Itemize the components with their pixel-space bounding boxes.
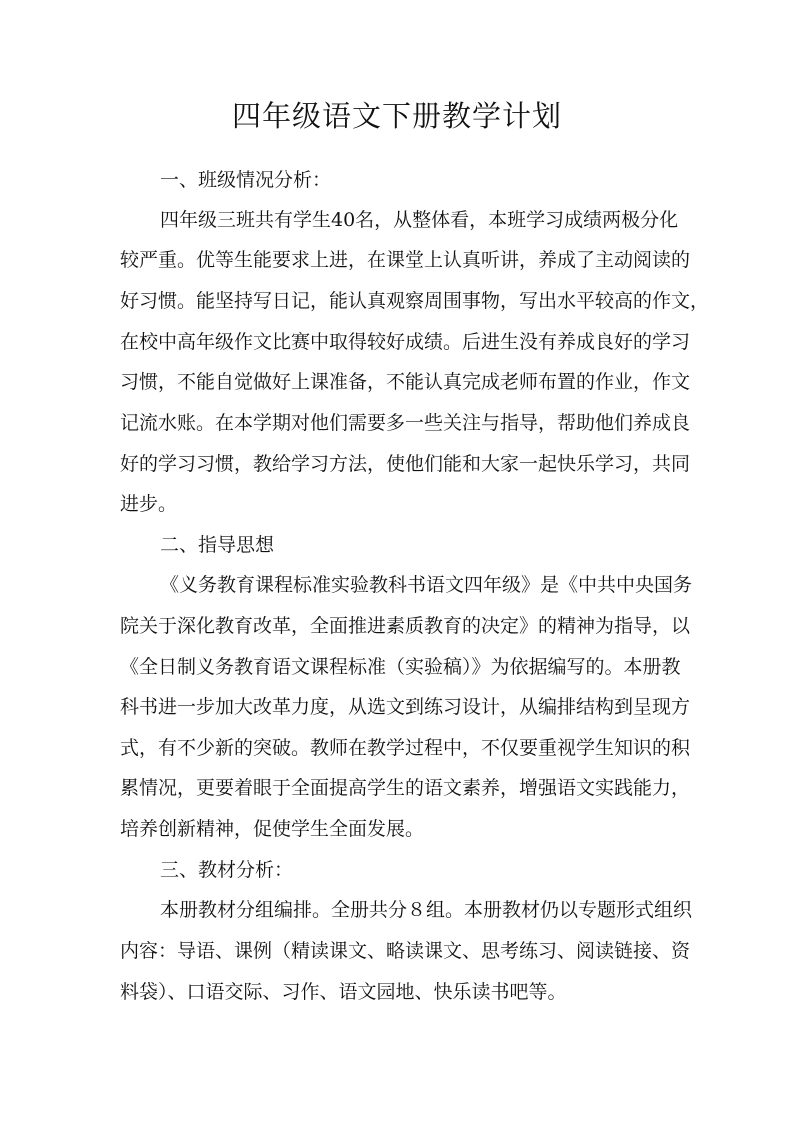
paragraph-line: 进步。 (120, 493, 178, 515)
paragraph-line: 式，有不少新的突破。教师在教学过程中，不仅要重视学生知识的积 (120, 737, 691, 759)
paragraph-line: 在校中高年级作文比赛中取得较好成绩。后进生没有养成良好的学习 (120, 331, 691, 353)
paragraph-line: 好的学习习惯，教给学习方法，使他们能和大家一起快乐学习，共同 (120, 453, 691, 475)
paragraph-line: 科书进一步加大改革力度，从选文到练习设计，从编排结构到呈现方 (120, 696, 691, 718)
paragraph-line: 好习惯。能坚持写日记，能认真观察周围事物，写出水平较高的作文， (120, 290, 710, 312)
paragraph-line: 本册教材分组编排。全册共分８组。本册教材仍以专题形式组织 (160, 899, 693, 921)
paragraph-line: 《义务教育课程标准实验教科书语文四年级》是《中共中央国务 (160, 574, 693, 596)
paragraph-line: 四年级三班共有学生40名，从整体看，本班学习成绩两极分化 (160, 209, 679, 231)
paragraph-line: 较严重。优等生能要求上进，在课堂上认真听讲，养成了主动阅读的 (120, 249, 691, 271)
paragraph-line: 《全日制义务教育语文课程标准（实验稿）》为依据编写的。本册教 (120, 656, 681, 678)
document-title: 四年级语文下册教学计划 (231, 99, 562, 133)
paragraph-line: 料袋）、口语交际、习作、语文园地、快乐读书吧等。 (120, 981, 567, 1003)
section-heading-guiding-ideology: 二、指导思想 (160, 534, 275, 556)
section-heading-class-analysis: 一、班级情况分析： (160, 169, 332, 191)
section-heading-textbook-analysis: 三、教材分析： (160, 859, 294, 881)
paragraph-line: 内容：导语、课例（精读课文、略读课文、思考练习、阅读链接、资 (120, 940, 691, 962)
paragraph-line: 记流水账。在本学期对他们需要多一些关注与指导，帮助他们养成良 (120, 412, 691, 434)
paragraph-line: 培养创新精神，促使学生全面发展。 (120, 818, 425, 840)
paragraph-line: 习惯，不能自觉做好上课准备，不能认真完成老师布置的作业，作文 (120, 371, 691, 393)
paragraph-line: 院关于深化教育改革，全面推进素质教育的决定》的精神为指导，以 (120, 615, 691, 637)
paragraph-line: 累情况，更要着眼于全面提高学生的语文素养，增强语文实践能力， (120, 777, 691, 799)
